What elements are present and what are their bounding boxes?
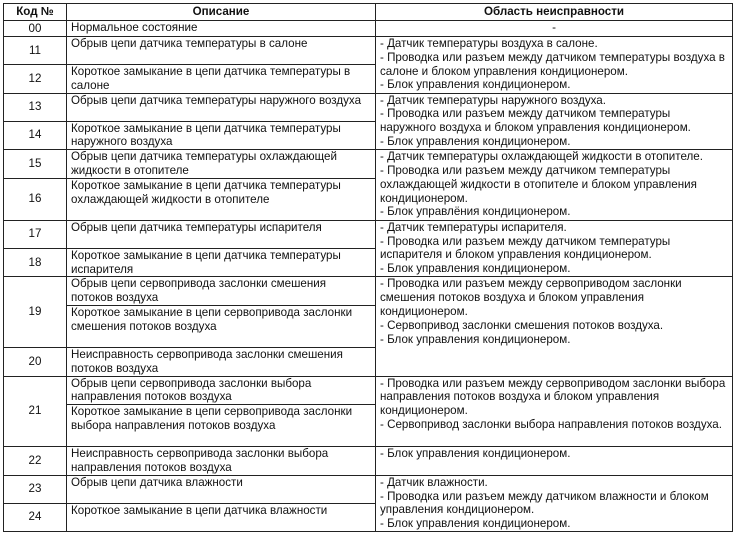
table-row bbox=[4, 376, 733, 405]
description-cell: Короткое замыкание в цепи датчика температуры испарителя bbox=[67, 248, 376, 277]
code-cell: 24 bbox=[4, 503, 67, 531]
area-cell: - Датчик температуры охлаждающей жидкости в отопителе. - Проводка или разъем между датчиком температуры охлаждающей жидкости в отопителе и блоком управления кондиционером. - Блок управлёния кондиционером. bbox=[376, 150, 733, 221]
description-cell: Короткое замыкание в цепи сервопривода заслонки смешения потоков воздуха bbox=[67, 305, 376, 347]
table-row bbox=[4, 150, 733, 179]
code-cell: 00 bbox=[4, 21, 67, 37]
area-cell: - Проводка или разъем между сервоприводом заслонки выбора направления потоков воздуха и блоком управления кондиционером. - Сервопривод заслонки выбора направления потоков воздуха. bbox=[376, 376, 733, 447]
code-cell: 22 bbox=[4, 447, 67, 476]
description-cell: Неисправность сервопривода заслонки смешения потоков воздуха bbox=[67, 347, 376, 376]
code-cell: 19 bbox=[4, 277, 67, 348]
header-description: Описание bbox=[67, 4, 376, 21]
area-cell: - Датчик температуры наружного воздуха. - Проводка или разъем между датчиком температуры наружного воздуха и блоком управления кондиционером. - Блок управления кондиционером. bbox=[376, 93, 733, 150]
area-cell: - Блок управления кондиционером. bbox=[376, 447, 733, 476]
code-cell: 17 bbox=[4, 220, 67, 248]
code-cell: 21 bbox=[4, 376, 67, 447]
description-cell: Нормальное состояние bbox=[67, 21, 376, 37]
area-cell: - Датчик влажности. - Проводка или разъем между датчиком влажности и блоком управления кондиционером. - Блок управления кондиционером. bbox=[376, 475, 733, 531]
description-cell: Обрыв цепи датчика температуры в салоне bbox=[67, 37, 376, 65]
table-row bbox=[4, 220, 733, 248]
description-cell: Обрыв цепи датчика влажности bbox=[67, 475, 376, 503]
code-cell: 14 bbox=[4, 121, 67, 150]
code-cell: 20 bbox=[4, 347, 67, 376]
fault-code-table-page bbox=[3, 3, 732, 532]
code-cell: 12 bbox=[4, 65, 67, 94]
area-cell: - Проводка или разъем между сервоприводом заслонки смешения потоков воздуха и блоком управления кондиционером. - Сервопривод заслонки смешения потоков воздуха. - Блок управления кондиционером. bbox=[376, 277, 733, 376]
description-cell: Короткое замыкание в цепи датчика температуры в салоне bbox=[67, 65, 376, 94]
table-row bbox=[4, 475, 733, 503]
area-cell: - Датчик температуры испарителя. - Проводка или разъем между датчиком температуры испарителя и блоком управления кондиционером. - Блок управления кондиционером. bbox=[376, 220, 733, 277]
description-cell: Неисправность сервопривода заслонки выбора направления потоков воздуха bbox=[67, 447, 376, 476]
description-cell: Обрыв цепи сервопривода заслонки смешения потоков воздуха bbox=[67, 277, 376, 306]
table-row bbox=[4, 37, 733, 65]
area-cell: - Датчик температуры воздуха в салоне. - Проводка или разъем между датчиком температуры воздуха в салоне и блоком управления кондиционером. - Блок управления кондиционером. bbox=[376, 37, 733, 94]
code-cell: 15 bbox=[4, 150, 67, 179]
fault-code-table bbox=[3, 3, 733, 532]
code-cell: 11 bbox=[4, 37, 67, 65]
table-row bbox=[4, 21, 733, 37]
description-cell: Короткое замыкание в цепи датчика температуры охлаждающей жидкости в отопителе bbox=[67, 178, 376, 220]
code-cell: 23 bbox=[4, 475, 67, 503]
description-cell: Короткое замыкание в цепи датчика влажности bbox=[67, 503, 376, 531]
table-row bbox=[4, 447, 733, 476]
description-cell: Обрыв цепи датчика температуры наружного воздуха bbox=[67, 93, 376, 121]
header-area: Область неисправности bbox=[376, 4, 733, 21]
description-cell: Обрыв цепи сервопривода заслонки выбора направления потоков воздуха bbox=[67, 376, 376, 405]
code-cell: 16 bbox=[4, 178, 67, 220]
description-cell: Обрыв цепи датчика температуры испарителя bbox=[67, 220, 376, 248]
description-cell: Обрыв цепи датчика температуры охлаждающей жидкости в отопителе bbox=[67, 150, 376, 179]
table-header-row bbox=[4, 4, 733, 21]
area-cell: - bbox=[376, 21, 733, 37]
header-code: Код № bbox=[4, 4, 67, 21]
code-cell: 18 bbox=[4, 248, 67, 277]
table-row bbox=[4, 277, 733, 306]
table-row bbox=[4, 93, 733, 121]
description-cell: Короткое замыкание в цепи сервопривода заслонки выбора направления потоков воздуха bbox=[67, 405, 376, 447]
description-cell: Короткое замыкание в цепи датчика температуры наружного воздуха bbox=[67, 121, 376, 150]
code-cell: 13 bbox=[4, 93, 67, 121]
